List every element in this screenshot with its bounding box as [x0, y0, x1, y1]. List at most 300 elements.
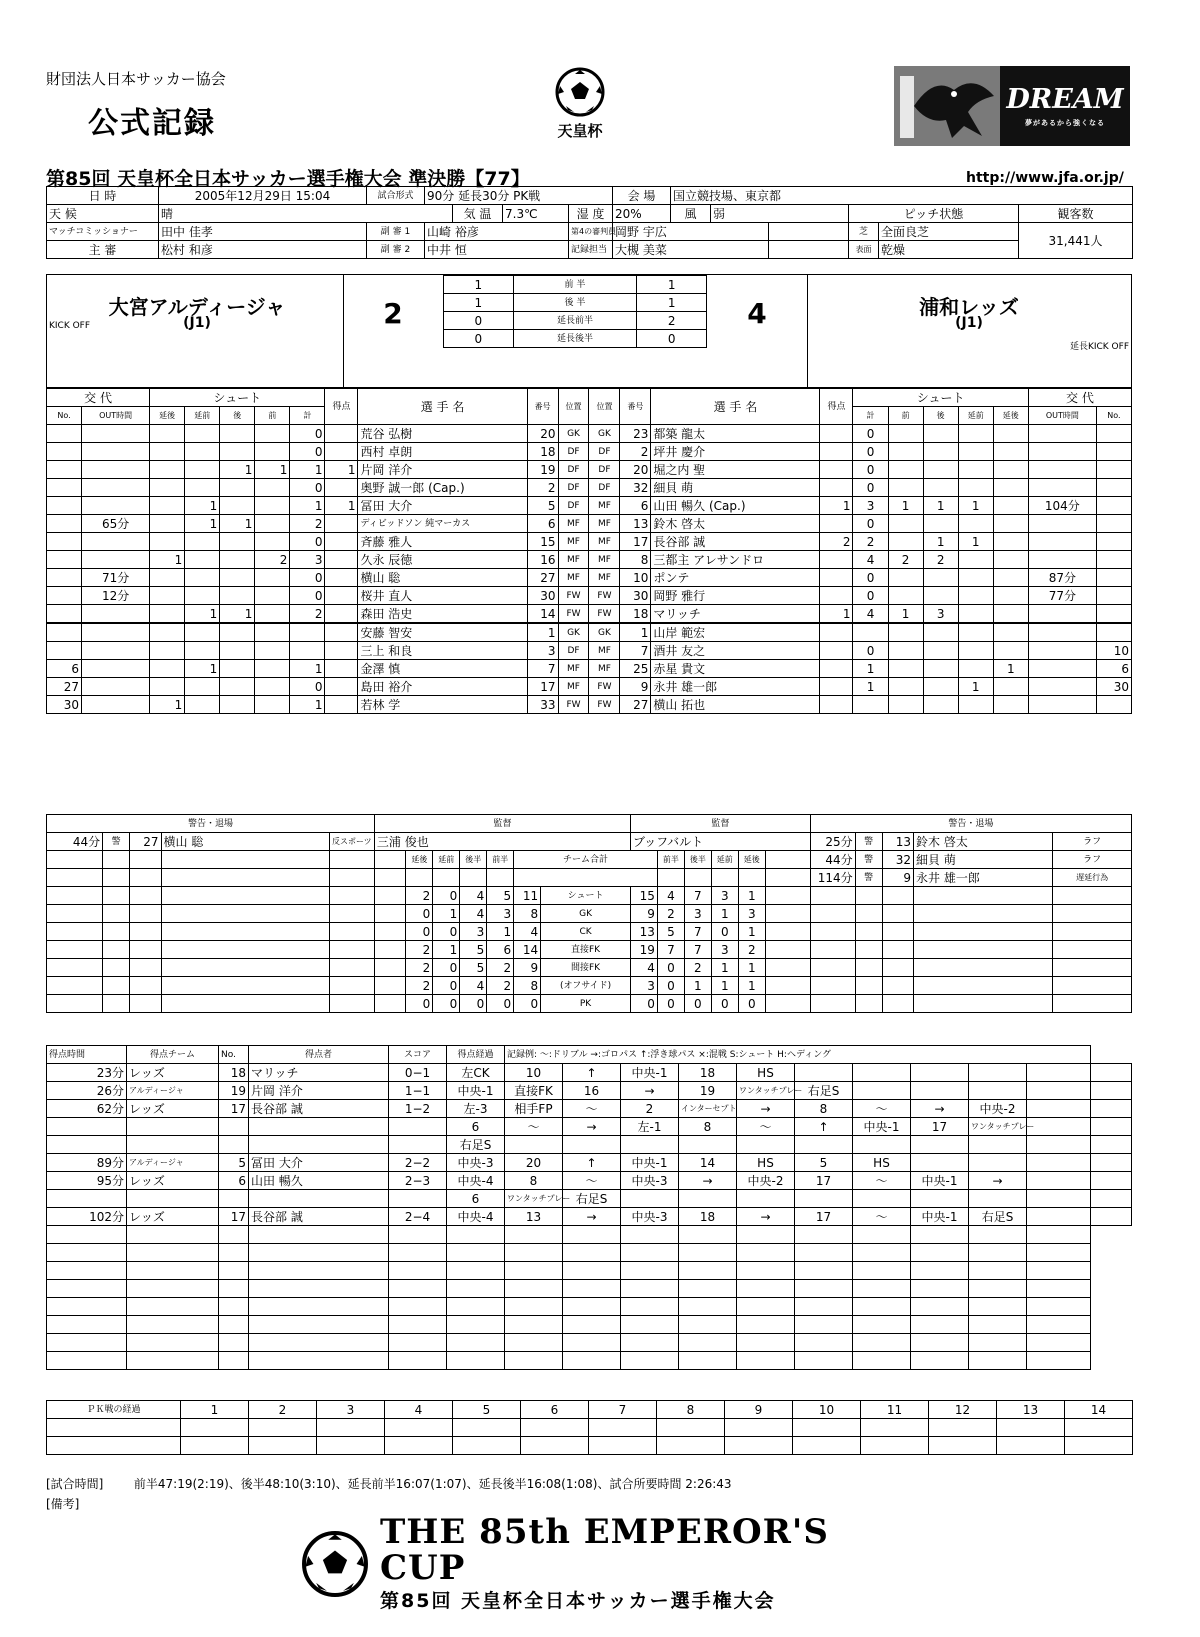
home-shot-second	[220, 569, 255, 587]
goal-sequence-step: ～	[853, 1208, 911, 1226]
home-shot-first	[255, 642, 290, 660]
away-shot-first: 1	[888, 605, 923, 624]
empty-cell	[505, 1298, 563, 1316]
away-player-position: DF	[589, 461, 620, 479]
goal-no	[219, 1190, 249, 1208]
home-goals	[325, 551, 358, 569]
away-shot-first	[888, 642, 923, 660]
away-sub-no	[1096, 533, 1131, 551]
home-shot-second	[220, 497, 255, 515]
home-sub-no	[47, 623, 82, 642]
empty-cell	[161, 941, 329, 959]
goal-row	[47, 1244, 1132, 1262]
away-out-time: 87分	[1028, 569, 1096, 587]
home-out-time	[82, 479, 150, 497]
position-header: 位置	[589, 389, 620, 425]
home-player-number: 7	[527, 660, 558, 678]
away-shot-ext1	[958, 623, 993, 642]
empty-cell	[161, 977, 329, 995]
home-team-name: 大宮アルディージャ	[108, 295, 286, 319]
home-sub-no	[47, 461, 82, 479]
goal-sequence-step: ワンタッチプレー	[505, 1190, 563, 1208]
card-type: 警	[103, 833, 130, 851]
goal-sequence-step: 中央-1	[911, 1172, 969, 1190]
away-stat-value: 1	[738, 977, 765, 995]
roster-row	[47, 660, 1132, 678]
pk-kick-number: 14	[1065, 1401, 1133, 1419]
roster-row	[47, 515, 1132, 533]
empty-cell	[911, 1298, 969, 1316]
empty-cell	[1053, 959, 1132, 977]
away-player-number: 10	[620, 569, 651, 587]
away-stat-value: 2	[657, 905, 684, 923]
soccer-ball-icon	[300, 1529, 370, 1599]
goal-sequence-step	[911, 1154, 969, 1172]
away-stat-value: 1	[684, 977, 711, 995]
away-stat-value: 3	[711, 887, 738, 905]
period-name: 延長前半	[513, 312, 637, 330]
goal-no-header: No.	[219, 1046, 249, 1064]
away-shot-ext1	[958, 642, 993, 660]
goal-score	[389, 1136, 447, 1154]
pk-kick-number: 4	[385, 1401, 453, 1419]
home-shot-ext1	[185, 587, 220, 605]
home-shot-total: 0	[290, 533, 325, 551]
away-shot-first	[888, 425, 923, 443]
goal-sequence-step	[969, 1136, 1027, 1154]
home-stat-value: 2	[406, 887, 433, 905]
empty-cell	[219, 1280, 249, 1298]
goal-score: 0−1	[389, 1064, 447, 1082]
home-sub-no	[47, 479, 82, 497]
goal-time: 62分	[47, 1100, 127, 1118]
empty-cell	[385, 1419, 453, 1437]
empty-cell	[1027, 1298, 1091, 1316]
goal-score: 1−1	[389, 1082, 447, 1100]
empty-cell	[810, 977, 855, 995]
label-datetime: 日 時	[47, 187, 159, 205]
home-stat-value: 0	[406, 995, 433, 1013]
jfa-url[interactable]: http://www.jfa.or.jp/	[966, 170, 1124, 186]
cards-stats-table	[46, 814, 1132, 1013]
home-shot-ext1	[185, 461, 220, 479]
card-player: 細貝 萌	[914, 851, 1053, 869]
card-reason: 遅延行為	[1053, 869, 1132, 887]
empty-cell	[127, 1244, 219, 1262]
home-player-number: 2	[527, 479, 558, 497]
goal-score	[389, 1190, 447, 1208]
away-player-number: 18	[620, 605, 651, 624]
goal-sequence-step	[621, 1190, 679, 1208]
home-sub-no: 6	[47, 660, 82, 678]
goal-row	[47, 1226, 1132, 1244]
empty-cell	[563, 1316, 621, 1334]
away-shot-second	[923, 696, 958, 714]
away-player-position: GK	[589, 425, 620, 443]
empty-cell	[505, 1280, 563, 1298]
away-shot-first	[888, 623, 923, 642]
goal-process-header: 得点経過	[447, 1046, 505, 1064]
stat-name: 間接FK	[541, 959, 631, 977]
away-player-name: ポンテ	[651, 569, 820, 587]
cup-banner	[300, 1514, 900, 1613]
roster-row	[47, 642, 1132, 660]
home-shot-total: 0	[290, 479, 325, 497]
empty-cell	[969, 1352, 1027, 1370]
pk-kick-number: 5	[453, 1401, 521, 1419]
label-surface: 表面	[849, 241, 879, 259]
home-shot-second	[220, 551, 255, 569]
goal-time-header: 得点時間	[47, 1046, 127, 1064]
label-format: 試合形式	[367, 187, 425, 205]
away-out-time	[1028, 533, 1096, 551]
goal-row	[47, 1280, 1132, 1298]
goal-team: レッズ	[127, 1100, 219, 1118]
goal-score	[389, 1118, 447, 1136]
goal-sequence-step: ～	[737, 1118, 795, 1136]
away-player-position: DF	[589, 443, 620, 461]
away-stat-value: 2	[684, 959, 711, 977]
team-stats-body	[47, 887, 1132, 1013]
home-player-number: 5	[527, 497, 558, 515]
home-sub-no: 30	[47, 696, 82, 714]
goal-sequence-step	[969, 1190, 1027, 1208]
empty-cell	[103, 959, 130, 977]
away-player-name: 酒井 友之	[651, 642, 820, 660]
card-type: 警	[855, 869, 882, 887]
away-shot-ext1	[958, 425, 993, 443]
empty-cell	[621, 1334, 679, 1352]
home-player-number: 19	[527, 461, 558, 479]
empty-cell	[679, 1316, 737, 1334]
goal-sequence-step: 中央-4	[447, 1208, 505, 1226]
period-home: 0	[444, 312, 514, 330]
away-stat-value: 0	[684, 995, 711, 1013]
away-goals	[820, 678, 853, 696]
away-shot-ext2	[993, 678, 1028, 696]
goal-sequence-step	[1027, 1172, 1091, 1190]
goal-sequence-step	[737, 1136, 795, 1154]
home-shot-ext2	[150, 497, 185, 515]
period-name: 延長後半	[513, 330, 637, 348]
away-stat-col-header: 延後	[738, 851, 765, 869]
home-player-position: DF	[558, 479, 589, 497]
goal-score: 1−2	[389, 1100, 447, 1118]
away-shot-first: 1	[888, 497, 923, 515]
home-goals	[325, 533, 358, 551]
goal-no: 17	[219, 1208, 249, 1226]
stat-name: (オフサイド)	[541, 977, 631, 995]
empty-cell	[1053, 941, 1132, 959]
home-out-time	[82, 551, 150, 569]
card-player: 鈴木 啓太	[914, 833, 1053, 851]
card-number: 13	[882, 833, 913, 851]
home-player-name: 三上 和良	[358, 642, 527, 660]
away-player-name: 山田 暢久 (Cap.)	[651, 497, 820, 515]
home-shot-total: 1	[290, 497, 325, 515]
away-stat-value: 7	[684, 941, 711, 959]
away-shot-second	[923, 443, 958, 461]
goal-sequence-step: 14	[679, 1154, 737, 1172]
away-shot-total: 0	[853, 587, 888, 605]
goal-scorer: 長谷部 誠	[249, 1208, 389, 1226]
empty-cell	[882, 905, 913, 923]
goal-row	[47, 1208, 1132, 1226]
away-shot-ext1	[958, 605, 993, 624]
home-out-time	[82, 425, 150, 443]
empty-cell	[249, 1316, 389, 1334]
number-header: 番号	[620, 389, 651, 425]
card-player: 永井 雄一郎	[914, 869, 1053, 887]
home-goals	[325, 642, 358, 660]
pk-kick-number: 10	[793, 1401, 861, 1419]
home-player-number: 16	[527, 551, 558, 569]
roster-table	[46, 388, 1132, 714]
home-shot-first	[255, 696, 290, 714]
empty-cell	[855, 977, 882, 995]
home-shot-ext2: 1	[150, 696, 185, 714]
home-cards-label: 警告・退場	[47, 815, 375, 833]
empty-cell	[47, 959, 103, 977]
home-stat-col-header: 後半	[460, 851, 487, 869]
home-shot-ext1	[185, 696, 220, 714]
home-shot-ext2	[150, 425, 185, 443]
goal-sequence-step	[1091, 1118, 1132, 1136]
empty-cell	[161, 995, 329, 1013]
empty-cell	[219, 1316, 249, 1334]
home-sub-no	[47, 443, 82, 461]
home-player-position: FW	[558, 605, 589, 624]
away-out-time	[1028, 605, 1096, 624]
roster-row	[47, 461, 1132, 479]
away-sub-no: 10	[1096, 642, 1131, 660]
away-stat-value: 3	[684, 905, 711, 923]
period-away: 1	[637, 294, 707, 312]
goal-sequence-step: 19	[679, 1082, 737, 1100]
home-shot-second	[220, 660, 255, 678]
soccer-ball-icon	[554, 66, 606, 118]
goal-score: 2−3	[389, 1172, 447, 1190]
goal-time: 95分	[47, 1172, 127, 1190]
empty-cell	[130, 995, 161, 1013]
empty-cell	[765, 887, 810, 905]
goal-team: アルディージャ	[127, 1082, 219, 1100]
empty-cell	[882, 995, 913, 1013]
goal-row	[47, 1082, 1132, 1100]
home-stat-total: 8	[514, 905, 541, 923]
home-sub-no	[47, 605, 82, 624]
empty-cell	[103, 887, 130, 905]
home-stat-value: 2	[487, 959, 514, 977]
home-player-position: MF	[558, 515, 589, 533]
away-shot-ext1: 1	[958, 533, 993, 551]
away-player-name: 都築 龍太	[651, 425, 820, 443]
home-shot-first	[255, 678, 290, 696]
team-totals-label: チーム合計	[514, 851, 658, 869]
home-out-time	[82, 605, 150, 624]
empty-cell	[329, 887, 374, 905]
card-reason: ラフ	[1053, 851, 1132, 869]
empty-cell	[389, 1352, 447, 1370]
home-shot-total: 0	[290, 587, 325, 605]
empty-cell	[127, 1280, 219, 1298]
home-shot-first	[255, 425, 290, 443]
empty-cell	[47, 1244, 127, 1262]
home-stat-value: 4	[460, 905, 487, 923]
sponsor-tagline: 夢があるから強くなる	[1025, 118, 1105, 127]
goals-header: 得点	[325, 389, 358, 425]
empty-cell	[447, 1298, 505, 1316]
goal-sequence-step: HS	[737, 1154, 795, 1172]
home-shot-ext2	[150, 623, 185, 642]
crow-logo-icon	[894, 66, 1000, 146]
roster-row	[47, 678, 1132, 696]
home-shot-total: 2	[290, 515, 325, 533]
goal-scorer: 長谷部 誠	[249, 1100, 389, 1118]
no-header: No.	[1096, 407, 1131, 425]
home-player-position: DF	[558, 461, 589, 479]
empty-cell	[47, 995, 103, 1013]
goal-sequence-step	[1091, 1208, 1132, 1226]
away-player-number: 8	[620, 551, 651, 569]
goal-sequence-step	[853, 1082, 911, 1100]
empty-cell	[929, 1437, 997, 1455]
roster-row	[47, 479, 1132, 497]
goal-sequence-step	[853, 1190, 911, 1208]
away-stat-total: 15	[630, 887, 657, 905]
period-home: 1	[444, 294, 514, 312]
goal-sequence-step: 10	[505, 1064, 563, 1082]
empty-cell	[47, 1352, 127, 1370]
goal-sequence-step	[969, 1154, 1027, 1172]
home-player-number: 18	[527, 443, 558, 461]
empty-cell	[505, 1334, 563, 1352]
home-sub-no	[47, 642, 82, 660]
empty-cell	[130, 941, 161, 959]
empty-cell	[329, 905, 374, 923]
empty-cell	[47, 923, 103, 941]
goal-no: 6	[219, 1172, 249, 1190]
goal-sequence-step: 中央-3	[447, 1154, 505, 1172]
goal-sequence-step: 右足S	[447, 1136, 505, 1154]
pk-table	[46, 1400, 1133, 1455]
period-away: 0	[637, 330, 707, 348]
away-player-number: 7	[620, 642, 651, 660]
stat-name: 直接FK	[541, 941, 631, 959]
empty-cell	[1053, 905, 1132, 923]
home-goals	[325, 678, 358, 696]
goal-row	[47, 1262, 1132, 1280]
home-player-name: 西村 卓朗	[358, 443, 527, 461]
goal-sequence-step: →	[911, 1100, 969, 1118]
home-shot-second: 1	[220, 605, 255, 624]
goal-sequence-step: 20	[505, 1154, 563, 1172]
empty-cell	[1027, 1244, 1091, 1262]
home-out-time: 71分	[82, 569, 150, 587]
empty-cell	[103, 977, 130, 995]
away-shot-ext2	[993, 533, 1028, 551]
home-shot-ext2	[150, 569, 185, 587]
home-stat-col-header: 延前	[433, 851, 460, 869]
home-goals	[325, 587, 358, 605]
pk-label: ＰＫ戦の経過	[47, 1401, 181, 1419]
away-player-position: DF	[589, 479, 620, 497]
away-shot-second	[923, 461, 958, 479]
empty-cell	[997, 1437, 1065, 1455]
away-shot-ext2	[993, 696, 1028, 714]
empty-cell	[219, 1226, 249, 1244]
home-player-number: 1	[527, 623, 558, 642]
empty-cell	[161, 905, 329, 923]
temp: 7.3℃	[503, 205, 569, 223]
empty-cell	[737, 1316, 795, 1334]
empty-cell	[563, 1226, 621, 1244]
pk-kick-number: 13	[997, 1401, 1065, 1419]
label-humidity: 湿 度	[569, 205, 613, 223]
label-weather: 天 候	[47, 205, 159, 223]
home-out-time	[82, 678, 150, 696]
home-player-position: MF	[558, 678, 589, 696]
empty-cell	[679, 1334, 737, 1352]
away-player-number: 6	[620, 497, 651, 515]
ext-first-header: 延前	[958, 407, 993, 425]
goal-time	[47, 1118, 127, 1136]
away-stat-value: 0	[711, 923, 738, 941]
empty-cell	[563, 1280, 621, 1298]
away-shot-second	[923, 623, 958, 642]
goal-sequence-step: ～	[853, 1100, 911, 1118]
empty-cell	[47, 1280, 127, 1298]
away-sub-no	[1096, 605, 1131, 624]
pk-kick-number: 9	[725, 1401, 793, 1419]
empty-cell	[563, 1244, 621, 1262]
goal-no	[219, 1136, 249, 1154]
empty-cell	[374, 905, 405, 923]
home-shot-ext2	[150, 660, 185, 678]
home-sub-no	[47, 551, 82, 569]
out-time-header: OUT時間	[82, 407, 150, 425]
away-sub-no	[1096, 551, 1131, 569]
empty-cell	[329, 941, 374, 959]
empty-cell	[765, 941, 810, 959]
away-player-position: MF	[589, 497, 620, 515]
pk-kick-number: 12	[929, 1401, 997, 1419]
team-stat-row	[47, 941, 1132, 959]
empty-cell	[795, 1316, 853, 1334]
empty-cell	[1053, 923, 1132, 941]
away-player-name: 鈴木 啓太	[651, 515, 820, 533]
empty-cell	[1027, 1352, 1091, 1370]
empty-cell	[861, 1419, 929, 1437]
match-info-table	[46, 186, 1133, 259]
empty-cell	[882, 923, 913, 941]
empty-cell	[130, 959, 161, 977]
empty-cell	[765, 923, 810, 941]
empty-cell	[1027, 1262, 1091, 1280]
away-player-number: 1	[620, 623, 651, 642]
empty-cell	[505, 1262, 563, 1280]
empty-cell	[1053, 995, 1132, 1013]
away-shot-ext1	[958, 461, 993, 479]
goal-sequence-step	[1027, 1118, 1091, 1136]
pk-kick-number: 7	[589, 1401, 657, 1419]
empty-cell	[505, 1316, 563, 1334]
home-shot-ext2	[150, 479, 185, 497]
home-stat-value: 0	[460, 995, 487, 1013]
away-player-position: MF	[589, 569, 620, 587]
goal-sequence-step	[621, 1136, 679, 1154]
roster-row	[47, 605, 1132, 624]
